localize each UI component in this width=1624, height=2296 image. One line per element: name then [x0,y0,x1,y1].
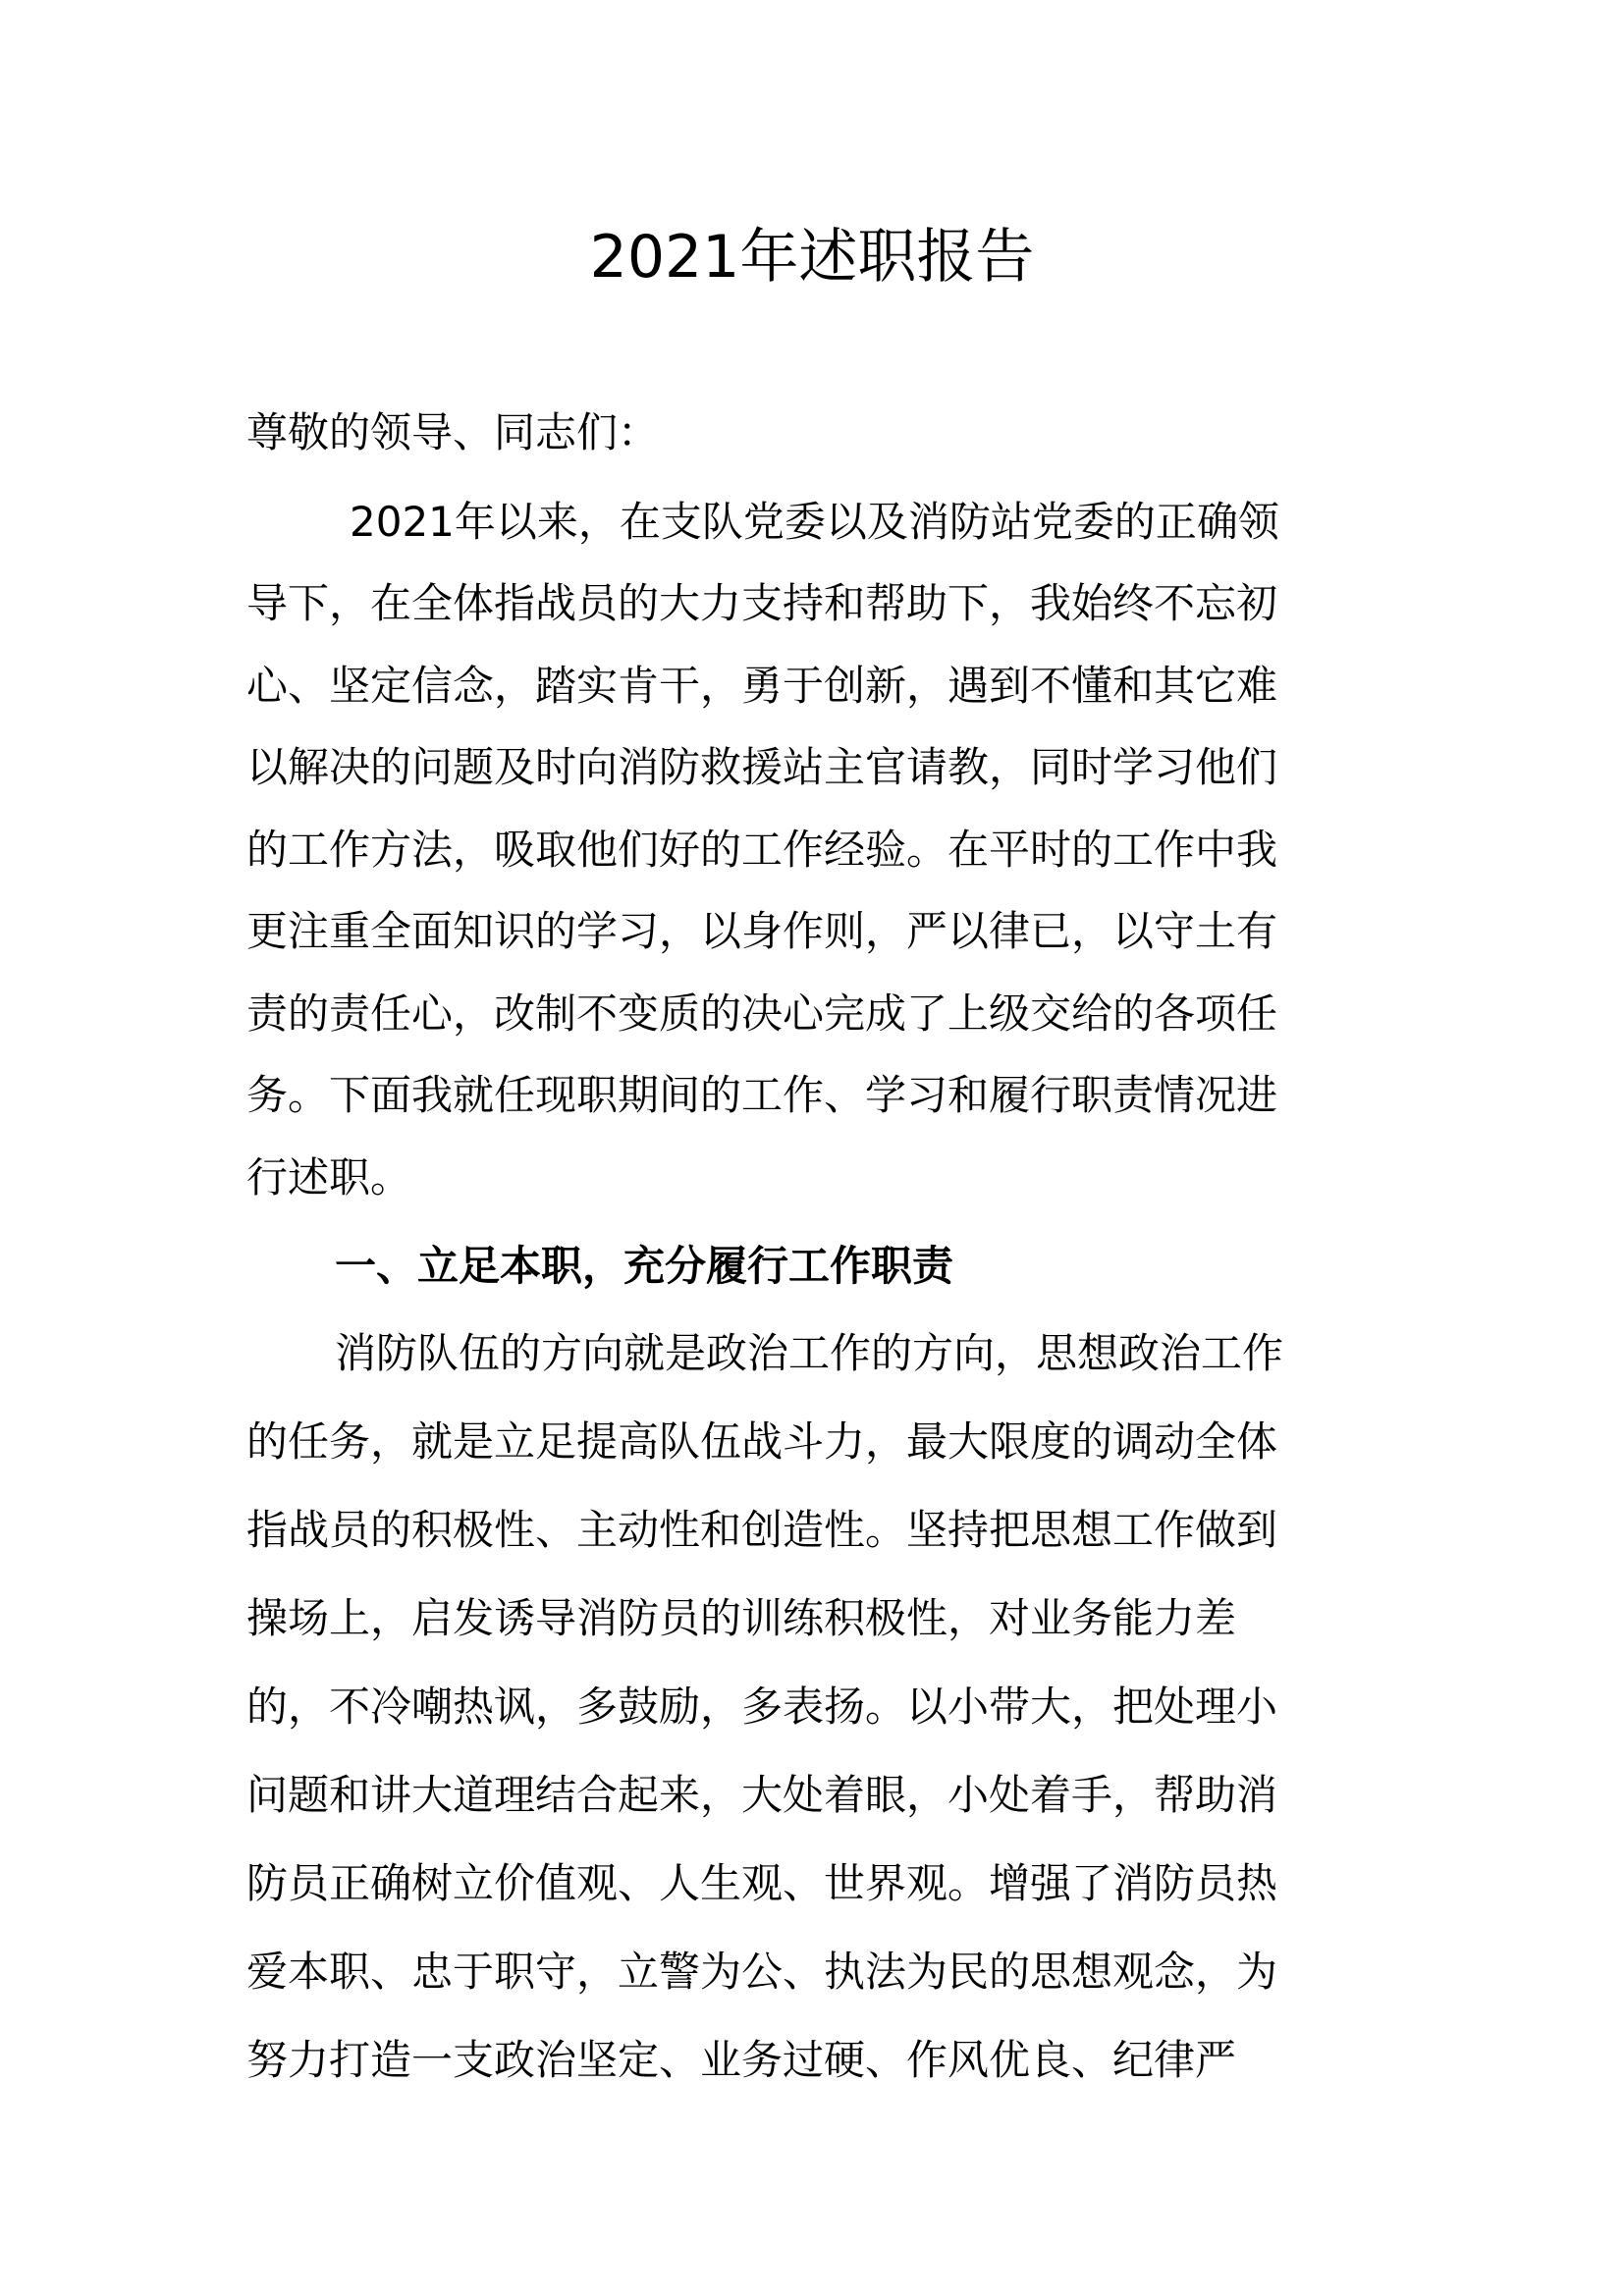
paragraph-1-line: 心、坚定信念，踏实肯干，勇于创新，遇到不懂和其它难 [246,662,1278,710]
paragraph-1-line: 导下，在全体指战员的大力支持和帮助下，我始终不忘初 [246,579,1278,627]
paragraph-1-line: 责的责任心，改制不变质的决心完成了上级交给的各项任 [246,989,1278,1038]
paragraph-1-line: 行述职。 [246,1153,412,1201]
paragraph-2-line: 消防队伍的方向就是政治工作的方向，思想政治工作 [335,1329,1284,1377]
paragraph-2-line: 指战员的积极性、主动性和创造性。坚持把思想工作做到 [246,1506,1278,1554]
paragraph-1-line: 的工作方法，吸取他们好的工作经验。在平时的工作中我 [246,826,1278,874]
salutation: 尊敬的领导、同志们： [246,408,660,456]
paragraph-2-line: 爱本职、忠于职守，立警为公、执法为民的思想观念，为 [246,1948,1278,1996]
paragraph-1-line: 以解决的问题及时向消防救援站主官请教，同时学习他们 [246,743,1278,791]
page-title: 2021年述职报告 [589,223,1035,292]
section-heading: 一、立足本职，充分履行工作职责 [335,1242,954,1290]
paragraph-2-line: 操场上，启发诱导消防员的训练积极性，对业务能力差 [246,1594,1237,1642]
paragraph-2-line: 努力打造一支政治坚定、业务过硬、作风优良、纪律严 [246,2036,1237,2084]
paragraph-2-line: 问题和讲大道理结合起来，大处着眼，小处着手，帮助消 [246,1771,1278,1819]
paragraph-2-line: 的任务，就是立足提高队伍战斗力，最大限度的调动全体 [246,1417,1278,1466]
paragraph-2-line: 防员正确树立价值观、人生观、世界观。增强了消防员热 [246,1859,1278,1907]
paragraph-1-line: 务。下面我就任现职期间的工作、学习和履行职责情况进 [246,1071,1278,1119]
paragraph-1-line: 2021年以来，在支队党委以及消防站党委的正确领 [350,498,1279,546]
paragraph-1-line: 更注重全面知识的学习，以身作则，严以律已，以守土有 [246,907,1278,955]
paragraph-2-line: 的，不冷嘲热讽，多鼓励，多表扬。以小带大，把处理小 [246,1682,1278,1731]
